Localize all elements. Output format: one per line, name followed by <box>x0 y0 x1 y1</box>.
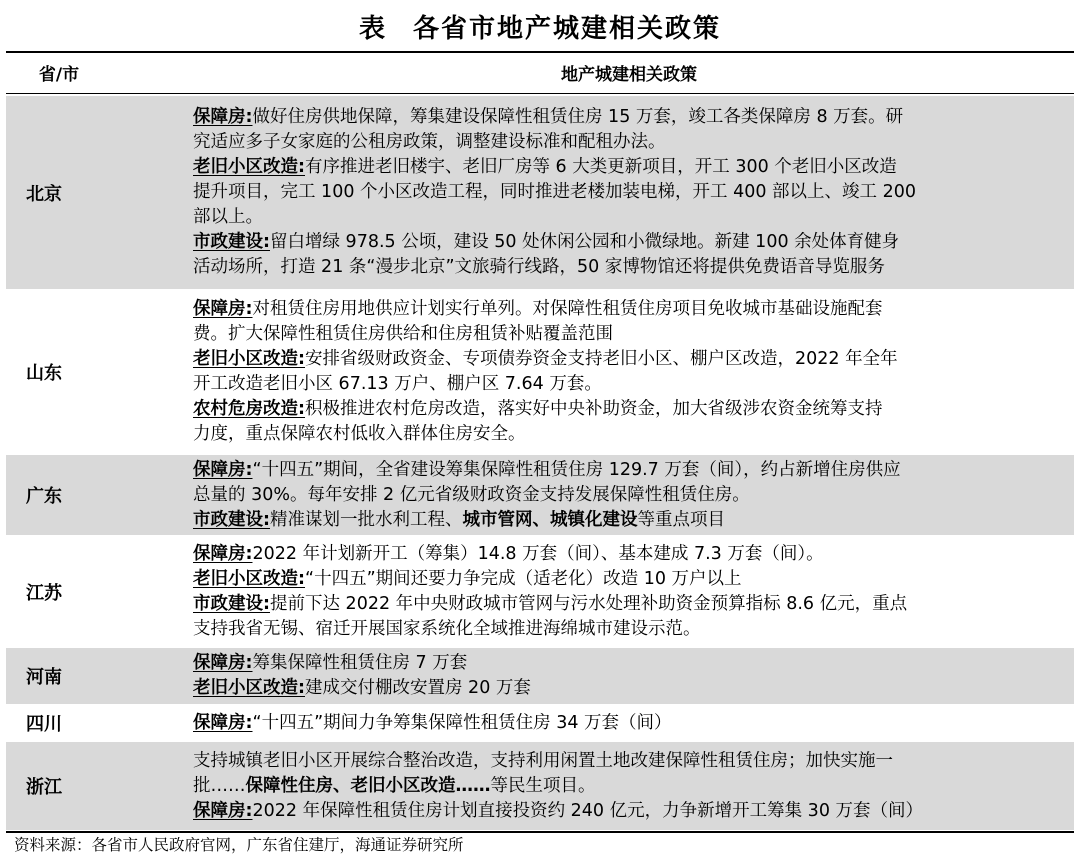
row-divider <box>6 741 1074 742</box>
policy-cell <box>193 458 1065 533</box>
policy-text-emphasis: 保障性住房、老旧小区改造…… <box>245 776 491 796</box>
policy-line <box>193 155 897 180</box>
row-divider <box>6 705 1074 706</box>
policy-category-label: 保障房: <box>193 460 253 480</box>
policy-line <box>193 799 923 824</box>
policy-category-label: 老旧小区改造: <box>193 349 305 369</box>
policy-category-label: 保障房: <box>193 299 253 319</box>
province-cell: 北京 <box>26 183 62 205</box>
policy-text: 提升项目，完工 100 个小区改造工程，同时推进老楼加装电梯，开工 400 部以上、竣工 200 <box>193 182 917 202</box>
policy-line <box>193 651 467 676</box>
policy-category-label: 市政建设: <box>193 510 270 530</box>
row-divider <box>6 536 1074 537</box>
policy-text: 等民生项目。 <box>490 776 596 796</box>
title-text: 各省市地产城建相关政策 <box>413 14 722 44</box>
policy-line <box>193 749 893 774</box>
policy-category-label: 市政建设: <box>193 232 270 252</box>
province-cell: 河南 <box>26 667 62 688</box>
policy-text: 支持我省无锡、宿迁开展国家系统化全域推进海绵城市建设示范。 <box>193 619 701 639</box>
policy-text: 对租赁住房用地供应计划实行单列。对保障性租赁住房项目免收城市基础设施配套 <box>252 299 883 319</box>
policy-text: 2022 年保障性租赁住房计划直接投资约 240 亿元，力争新增开工筹集 30 万套（间） <box>252 801 924 821</box>
policy-line <box>193 542 824 567</box>
policy-category-label: 保障房: <box>193 653 253 673</box>
policy-line <box>193 105 903 130</box>
policy-text: 提前下达 2022 年中央财政城市管网与污水处理补助资金预算指标 8.6 亿元，重点 <box>270 594 908 614</box>
policy-text: 批…… <box>193 776 246 796</box>
row-divider <box>6 454 1074 455</box>
province-cell: 山东 <box>26 363 62 384</box>
policy-text: “十四五”期间力争筹集保障性租赁住房 34 万套（间） <box>252 713 672 733</box>
policy-category-label: 老旧小区改造: <box>193 157 305 177</box>
policy-line <box>193 592 907 617</box>
policy-text: 留白增绿 978.5 公顷，建设 50 处休闲公园和小微绿地。新建 100 余处体育健身 <box>270 232 900 252</box>
row-divider <box>6 290 1074 291</box>
policy-text: 等重点项目 <box>637 510 725 530</box>
policy-category-label: 保障房: <box>193 544 253 564</box>
policy-text: 安排省级财政资金、专项债券资金支持老旧小区、棚户区改造，2022 年全年 <box>305 349 898 369</box>
policy-text: 做好住房供地保障，筹集建设保障性租赁住房 15 万套，竣工各类保障房 8 万套。研 <box>252 107 904 127</box>
policy-line <box>193 372 602 397</box>
policy-text-emphasis: 城市管网、城镇化建设 <box>462 510 638 530</box>
policy-text: 精准谋划一批水利工程、 <box>270 510 463 530</box>
policy-line <box>193 297 883 322</box>
policy-line <box>193 230 899 255</box>
top-rule <box>6 51 1074 53</box>
policy-line <box>193 508 725 533</box>
policy-text: “十四五”期间，全省建设筹集保障性租赁住房 129.7 万套（间），约占新增住房供应 <box>252 460 901 480</box>
source-note: 资料来源：各省市人民政府官网，广东省住建厅，海通证券研究所 <box>14 836 464 854</box>
policy-cell <box>193 749 1065 824</box>
policy-category-label: 保障房: <box>193 107 253 127</box>
policy-cell <box>193 297 1065 447</box>
policy-category-label: 老旧小区改造: <box>193 678 305 698</box>
policy-line <box>193 483 750 508</box>
policy-category-label: 市政建设: <box>193 594 270 614</box>
bottom-rule <box>6 831 1074 833</box>
row-divider <box>6 647 1074 648</box>
province-cell: 广东 <box>26 486 62 507</box>
policy-text: 总量的 30%。每年安排 2 亿元省级财政资金支持发展保障性租赁住房。 <box>193 485 750 505</box>
policy-line <box>193 676 531 701</box>
policy-text: 有序推进老旧楼宇、老旧厂房等 6 大类更新项目，开工 300 个老旧小区改造 <box>305 157 897 177</box>
policy-category-label: 保障房: <box>193 801 253 821</box>
policy-line <box>193 130 666 155</box>
policy-cell <box>193 542 1065 642</box>
policy-text: 支持城镇老旧小区开展综合整治改造，支持利用闲置土地改建保障性租赁住房；加快实施一 <box>193 751 893 771</box>
policy-text: 费。扩大保障性租赁住房供给和住房租赁补贴覆盖范围 <box>193 324 613 344</box>
policy-category-label: 老旧小区改造: <box>193 569 305 589</box>
policy-line <box>193 255 885 280</box>
policy-text: 部以上。 <box>193 207 263 227</box>
policy-line <box>193 322 613 347</box>
policy-line <box>193 458 901 483</box>
policy-text: 究适应多子女家庭的公租房政策，调整建设标准和配租办法。 <box>193 132 666 152</box>
policy-cell <box>193 651 1065 701</box>
policy-text: 活动场所，打造 21 条“漫步北京”文旅骑行线路，50 家博物馆还将提供免费语音导览服务 <box>193 257 885 277</box>
province-cell: 浙江 <box>26 777 62 798</box>
policy-line <box>193 567 742 592</box>
header-province: 省/市 <box>38 65 80 85</box>
policy-cell <box>193 105 1065 280</box>
title-prefix: 表 <box>358 14 387 44</box>
province-cell: 江苏 <box>26 582 62 604</box>
policy-text: 2022 年计划新开工（筹集）14.8 万套（间）、基本建成 7.3 万套（间）。 <box>252 544 824 564</box>
policy-category-label: 保障房: <box>193 713 253 733</box>
policy-line <box>193 711 672 736</box>
policy-line <box>193 617 701 642</box>
policy-text: 开工改造老旧小区 67.13 万户、棚户区 7.64 万套。 <box>193 374 602 394</box>
policy-line <box>193 205 263 230</box>
policy-line <box>193 180 916 205</box>
policy-line <box>193 774 596 799</box>
policy-cell <box>193 711 1065 736</box>
policy-text: 筹集保障性租赁住房 7 万套 <box>252 653 468 673</box>
policy-category-label: 农村危房改造: <box>193 399 305 419</box>
table-title <box>0 0 1080 50</box>
header-rule <box>6 93 1074 94</box>
policy-line <box>193 422 526 447</box>
policy-text: 力度，重点保障农村低收入群体住房安全。 <box>193 424 526 444</box>
policy-line <box>193 397 883 422</box>
header-policy: 地产城建相关政策 <box>561 65 697 85</box>
province-cell: 四川 <box>26 714 62 735</box>
policy-line <box>193 347 898 372</box>
policy-text: 建成交付棚改安置房 20 万套 <box>305 678 531 698</box>
policy-text: 积极推进农村危房改造，落实好中央补助资金，加大省级涉农资金统筹支持 <box>305 399 883 419</box>
policy-text: “十四五”期间还要力争完成（适老化）改造 10 万户以上 <box>305 569 742 589</box>
